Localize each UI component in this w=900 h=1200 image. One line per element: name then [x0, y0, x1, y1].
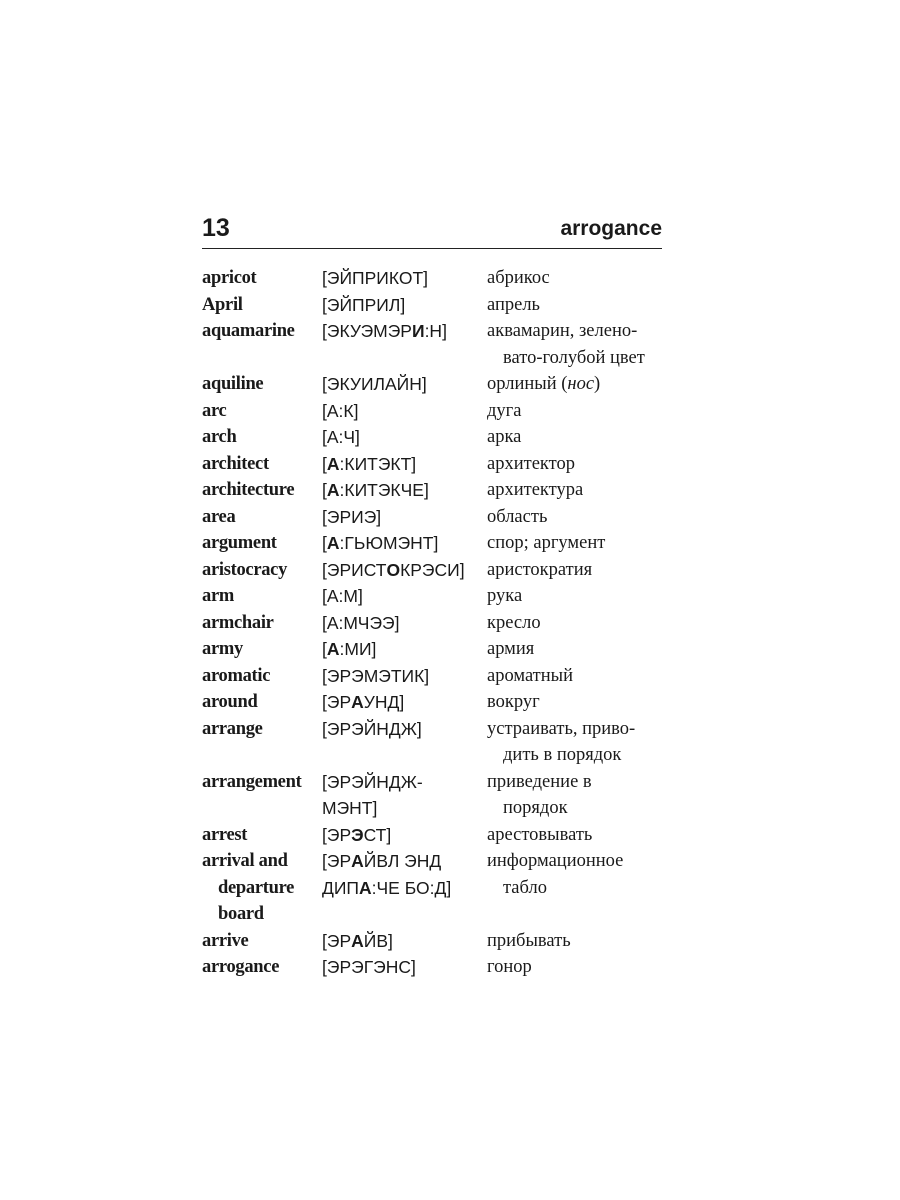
meaning-text: приведение в	[487, 771, 592, 792]
meaning-line	[487, 424, 672, 451]
transcription-text: [ЭРИЭ]	[322, 506, 382, 527]
meaning-text: аквамарин, зелено-	[487, 321, 638, 341]
headword-line: around	[202, 692, 258, 712]
dictionary-entry	[202, 636, 672, 663]
meaning-line	[487, 848, 672, 875]
meaning-line	[487, 583, 672, 610]
meaning-line	[487, 716, 672, 743]
meaning	[487, 451, 672, 478]
meaning	[487, 583, 672, 610]
meaning	[487, 477, 672, 504]
headword	[202, 318, 322, 345]
dictionary-entry	[202, 318, 672, 371]
transcription-line	[322, 716, 487, 743]
transcription	[322, 318, 487, 345]
headword	[202, 530, 322, 557]
meaning-line	[487, 345, 672, 372]
headword-line: area	[202, 506, 236, 527]
meaning	[487, 265, 672, 292]
meaning-line	[487, 504, 672, 531]
transcription-text: :КИТЭКТ]	[339, 453, 417, 474]
transcription	[322, 848, 487, 901]
meaning	[487, 610, 672, 637]
usage-note: нос	[567, 374, 595, 394]
meaning-line	[487, 928, 672, 955]
meaning-text: ароматный	[487, 665, 573, 686]
transcription-line	[322, 318, 487, 345]
meaning-text: дить в порядок	[503, 745, 622, 765]
headword	[202, 504, 322, 531]
stressed-letter: А	[326, 453, 340, 474]
headword-line: aquamarine	[202, 321, 295, 341]
dictionary-entry	[202, 663, 672, 690]
transcription	[322, 716, 487, 743]
headword	[202, 848, 322, 928]
transcription-line	[322, 610, 487, 637]
transcription-line	[322, 265, 487, 292]
transcription-text: [А:МЧЭЭ]	[322, 612, 400, 633]
meaning-line	[487, 557, 672, 584]
meaning-line	[487, 292, 672, 319]
dictionary-entry	[202, 928, 672, 955]
headword	[202, 371, 322, 398]
headword-line: arch	[202, 427, 237, 447]
transcription	[322, 636, 487, 663]
meaning-text: прибывать	[487, 930, 571, 951]
headword-line: arrival and	[202, 851, 288, 871]
transcription-text: [ЭР	[322, 930, 352, 951]
transcription-text: ДИП	[322, 877, 360, 898]
transcription	[322, 451, 487, 478]
transcription-text: [ЭКУЭМЭР	[322, 321, 412, 341]
headword-line: argument	[202, 533, 277, 553]
stressed-letter: О	[386, 559, 401, 580]
meaning	[487, 954, 672, 981]
page-header	[202, 212, 662, 249]
meaning	[487, 292, 672, 319]
meaning-text: область	[487, 506, 548, 527]
transcription-text: [	[322, 453, 327, 474]
stressed-letter: А	[326, 639, 340, 659]
stressed-letter: А	[351, 692, 364, 712]
meaning-text: аристократия	[487, 559, 593, 580]
headword	[202, 954, 322, 981]
transcription-line	[322, 583, 487, 610]
meaning	[487, 318, 672, 371]
running-head: arrogance	[560, 217, 662, 240]
headword	[202, 424, 322, 451]
dictionary-entry	[202, 424, 672, 451]
headword-line: army	[202, 639, 243, 659]
headword	[202, 636, 322, 663]
meaning-line	[487, 451, 672, 478]
headword-line: April	[202, 294, 243, 315]
dictionary-entry	[202, 557, 672, 584]
meaning-text: кресло	[487, 612, 541, 633]
transcription-text: [ЭРИСТ	[322, 559, 387, 580]
transcription-text: [А:К]	[322, 400, 359, 421]
transcription-text: :Н]	[424, 321, 447, 341]
meaning-line	[487, 530, 672, 557]
transcription	[322, 557, 487, 584]
meaning-text: апрель	[487, 294, 540, 315]
meaning-line	[487, 954, 672, 981]
meaning	[487, 424, 672, 451]
transcription	[322, 663, 487, 690]
stressed-letter: И	[411, 321, 425, 341]
transcription-text: [ЭР	[322, 824, 352, 845]
headword	[202, 610, 322, 637]
meaning-text: информационное	[487, 851, 624, 871]
meaning-line	[487, 265, 672, 292]
headword-line: arrange	[202, 718, 263, 739]
headword	[202, 716, 322, 743]
transcription-line	[322, 504, 487, 531]
stressed-letter: А	[359, 877, 372, 898]
headword-line: apricot	[202, 268, 257, 288]
transcription	[322, 769, 487, 822]
meaning	[487, 371, 672, 398]
headword	[202, 689, 322, 716]
meaning-line	[487, 610, 672, 637]
transcription	[322, 689, 487, 716]
transcription	[322, 583, 487, 610]
transcription-text: [ЭРЭЙНДЖ-	[322, 771, 423, 792]
meaning-text: арестовывать	[487, 824, 593, 845]
headword	[202, 265, 322, 292]
dictionary-entry	[202, 822, 672, 849]
transcription-line	[322, 530, 487, 557]
transcription-text: [ЭЙПРИЛ]	[322, 294, 406, 315]
transcription	[322, 822, 487, 849]
transcription-text: :ГЬЮМЭНТ]	[339, 533, 439, 553]
meaning-line	[487, 689, 672, 716]
meaning-text: )	[594, 374, 601, 394]
transcription-line	[322, 398, 487, 425]
headword-line: aquiline	[202, 374, 264, 394]
meaning-line	[487, 636, 672, 663]
transcription-line	[322, 636, 487, 663]
headword	[202, 663, 322, 690]
stressed-letter: А	[326, 533, 340, 553]
dictionary-entry	[202, 371, 672, 398]
transcription	[322, 954, 487, 981]
transcription	[322, 477, 487, 504]
headword	[202, 477, 322, 504]
transcription-text: СТ]	[363, 824, 392, 845]
transcription	[322, 398, 487, 425]
meaning-line	[487, 663, 672, 690]
meaning	[487, 530, 672, 557]
transcription	[322, 371, 487, 398]
dictionary-entry	[202, 292, 672, 319]
dictionary-entry	[202, 610, 672, 637]
meaning-text: дуга	[487, 400, 522, 421]
headword-line: architecture	[202, 480, 295, 500]
dictionary-entries	[202, 265, 672, 981]
transcription-text: ЙВ]	[363, 930, 393, 951]
meaning-text: вато-голубой цвет	[503, 347, 645, 368]
headword-line: aromatic	[202, 665, 271, 686]
headword-line: arrest	[202, 824, 248, 845]
headword-line: architect	[202, 453, 269, 474]
meaning-line	[487, 371, 672, 398]
transcription-text: [	[322, 480, 327, 500]
stressed-letter: А	[351, 930, 364, 951]
transcription-text: [	[322, 533, 327, 553]
headword-line: arc	[202, 400, 227, 421]
meaning-line	[487, 769, 672, 796]
stressed-letter: Э	[351, 824, 364, 845]
transcription-text: [ЭР	[322, 851, 352, 871]
meaning-text: архитектор	[487, 453, 575, 474]
meaning-line	[487, 795, 672, 822]
headword-line: arrive	[202, 930, 249, 951]
transcription-line	[322, 557, 487, 584]
meaning	[487, 928, 672, 955]
meaning	[487, 848, 672, 901]
transcription-line	[322, 292, 487, 319]
meaning-text: абрикос	[487, 268, 550, 288]
headword-line: board	[218, 904, 264, 924]
headword-line: arm	[202, 586, 234, 606]
meaning-text: рука	[487, 586, 523, 606]
headword	[202, 398, 322, 425]
transcription-line	[322, 848, 487, 875]
transcription-text: [А:Ч]	[322, 427, 360, 447]
transcription	[322, 610, 487, 637]
dictionary-entry	[202, 398, 672, 425]
dictionary-entry	[202, 504, 672, 531]
meaning-text: армия	[487, 639, 535, 659]
transcription-text: МЭНТ]	[322, 798, 378, 818]
transcription	[322, 265, 487, 292]
meaning	[487, 663, 672, 690]
headword-line: aristocracy	[202, 559, 288, 580]
headword	[202, 769, 322, 796]
transcription-text: :МИ]	[339, 639, 377, 659]
dictionary-entry	[202, 848, 672, 928]
dictionary-entry	[202, 265, 672, 292]
meaning	[487, 822, 672, 849]
meaning-text: табло	[503, 877, 547, 898]
meaning-line	[487, 742, 672, 769]
page-number: 13	[202, 214, 230, 242]
dictionary-entry	[202, 451, 672, 478]
dictionary-entry	[202, 689, 672, 716]
meaning-line	[487, 875, 672, 902]
meaning-text: спор; аргумент	[487, 533, 606, 553]
transcription-text: КРЭСИ]	[400, 559, 465, 580]
headword	[202, 292, 322, 319]
meaning	[487, 716, 672, 769]
transcription-line	[322, 928, 487, 955]
transcription-text: [ЭРЭМЭТИК]	[322, 665, 430, 686]
meaning	[487, 636, 672, 663]
transcription-text: [ЭР	[322, 692, 352, 712]
meaning-line	[487, 318, 672, 345]
meaning-text: порядок	[503, 798, 568, 818]
dictionary-entry	[202, 716, 672, 769]
dictionary-entry	[202, 583, 672, 610]
transcription-text: ЙВЛ ЭНД	[363, 851, 442, 871]
meaning	[487, 398, 672, 425]
transcription-text: [ЭЙПРИКОТ]	[322, 268, 429, 288]
meaning-text: устраивать, приво-	[487, 718, 636, 739]
meaning-line	[487, 398, 672, 425]
transcription-text: :ЧЕ БО:Д]	[371, 877, 452, 898]
headword	[202, 583, 322, 610]
headword-line: arrogance	[202, 957, 280, 977]
meaning-text: гонор	[487, 957, 532, 977]
transcription-text: [А:М]	[322, 586, 363, 606]
headword	[202, 822, 322, 849]
transcription-text: [ЭРЭГЭНС]	[322, 957, 416, 977]
transcription-text: [ЭРЭЙНДЖ]	[322, 718, 422, 739]
transcription	[322, 292, 487, 319]
meaning	[487, 504, 672, 531]
meaning	[487, 557, 672, 584]
headword	[202, 451, 322, 478]
transcription-line	[322, 663, 487, 690]
headword	[202, 557, 322, 584]
transcription	[322, 530, 487, 557]
dictionary-entry	[202, 530, 672, 557]
dictionary-entry	[202, 954, 672, 981]
meaning-text: архитектура	[487, 480, 584, 500]
transcription-text: [ЭКУИЛАЙН]	[322, 374, 427, 394]
transcription-line	[322, 822, 487, 849]
transcription	[322, 424, 487, 451]
transcription-line	[322, 451, 487, 478]
transcription-text: УНД]	[363, 692, 405, 712]
stressed-letter: А	[351, 851, 364, 871]
meaning-line	[487, 822, 672, 849]
dictionary-entry	[202, 769, 672, 822]
transcription-text: :КИТЭКЧЕ]	[339, 480, 429, 500]
headword-line: departure	[218, 877, 295, 898]
transcription-line	[322, 371, 487, 398]
stressed-letter: А	[326, 480, 340, 500]
transcription-line	[322, 875, 487, 902]
transcription-line	[322, 424, 487, 451]
headword-line: armchair	[202, 612, 274, 633]
meaning-line	[487, 477, 672, 504]
headword-line: arrangement	[202, 771, 302, 792]
transcription-line	[322, 689, 487, 716]
meaning-text: орлиный (	[487, 374, 568, 394]
transcription-line	[322, 769, 487, 796]
meaning-text: арка	[487, 427, 522, 447]
meaning	[487, 769, 672, 822]
dictionary-entry	[202, 477, 672, 504]
transcription-line	[322, 795, 487, 822]
headword	[202, 928, 322, 955]
transcription-line	[322, 954, 487, 981]
meaning	[487, 689, 672, 716]
transcription-line	[322, 477, 487, 504]
meaning-text: вокруг	[487, 692, 540, 712]
transcription-text: [	[322, 639, 327, 659]
transcription	[322, 504, 487, 531]
transcription	[322, 928, 487, 955]
